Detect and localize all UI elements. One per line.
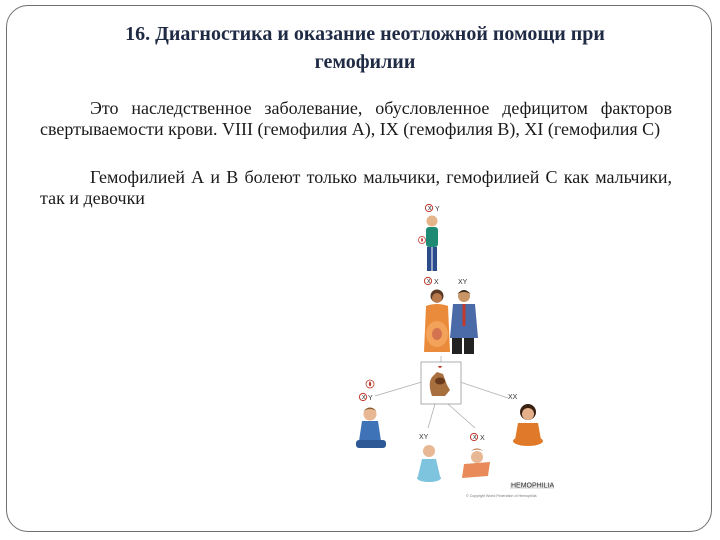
paragraph-inheritance: Гемофилией А и В болеют только мальчики, гемофилией С как мальчики, так и девочки [40,167,672,208]
mother-genotype-label: X [434,279,439,286]
son-healthy-genotype-label: XY [419,434,429,441]
father-genotype-label: XY [458,279,468,286]
grandfather-genotype-label: Y [435,206,440,213]
son-affected-figure [356,380,386,448]
copyright-text: © Copyright World Federation of Hemophilia [466,494,537,498]
daughter-figure [508,394,543,446]
slide-title [40,20,690,76]
son-affected-genotype-label: Y [368,395,373,402]
title-line-1: 16. Диагностика и оказание неотложной помощи при [125,23,605,45]
paragraph-definition: Это наследственное заболевание, обусловленное дефицитом факторов свертываемости крови. VIII (гемофилия А), IX (гемофилия В), XI (гемофилия С) [40,98,672,139]
daughter-carrier-figure [462,433,490,478]
svg-text:x: x [428,205,432,212]
son-healthy-figure [417,434,441,482]
logo-text: HEMOPHILIA [511,482,555,490]
svg-text:x: x [427,278,431,285]
svg-text:x: x [473,434,477,441]
inheritance-diagram [340,196,562,502]
daughter-carrier-genotype-label: X [480,435,485,442]
mother-figure [424,277,450,352]
bleeding-hand-box [421,362,461,404]
father-figure [450,279,478,354]
daughter-genotype-label: XX [508,394,518,401]
title-line-2: гемофилии [314,51,416,73]
grandfather-figure [419,204,441,271]
svg-text:x: x [362,394,366,401]
